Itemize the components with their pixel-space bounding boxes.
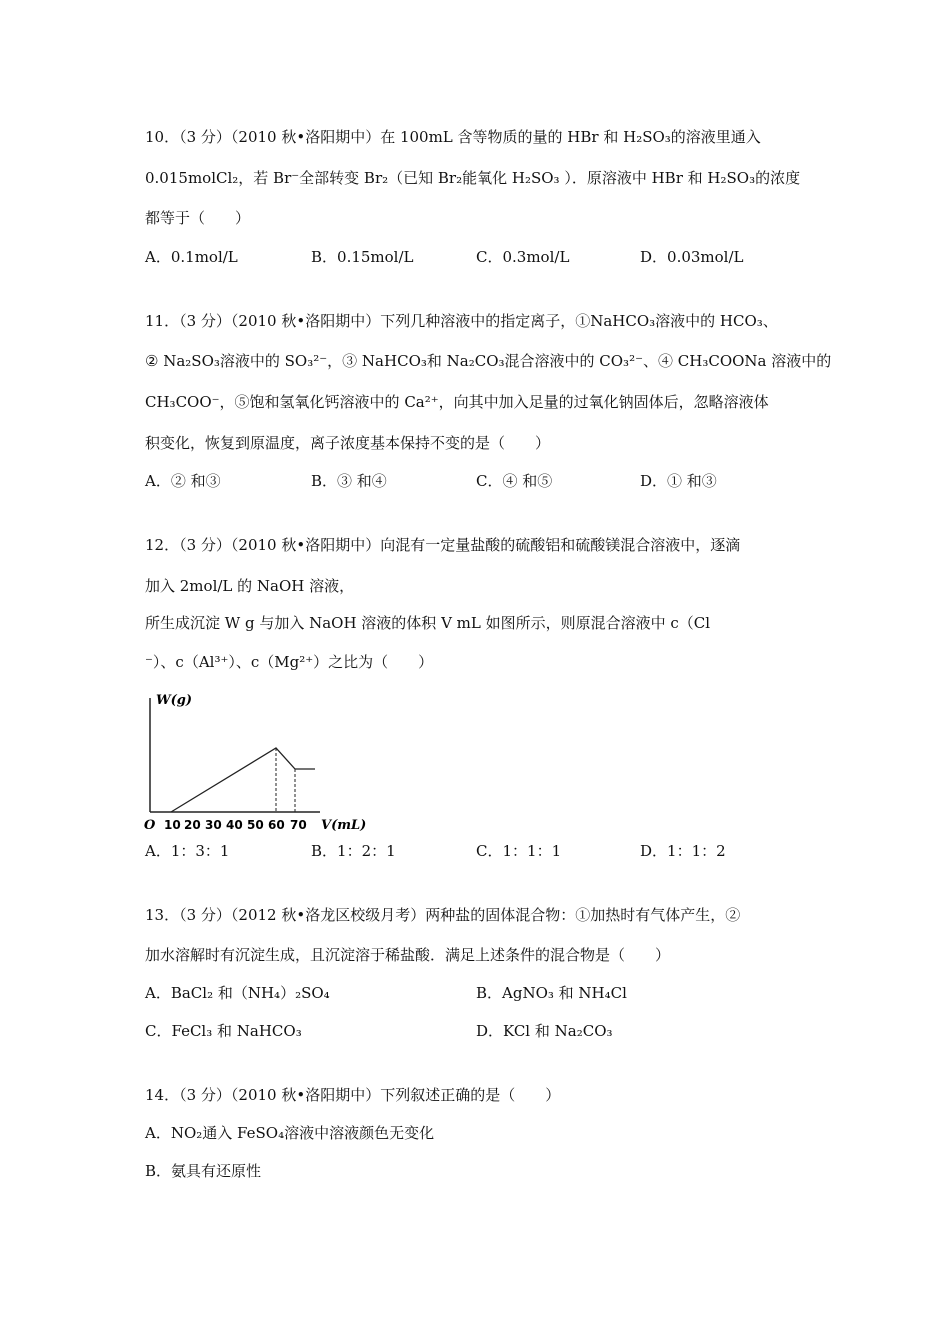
origin-label: O [144, 818, 156, 833]
q11-stem-line4: 积变化，恢复到原温度，离子浓度基本保持不变的是（ ） [145, 434, 551, 452]
tick-30: 30 [205, 818, 222, 832]
q12-option-d: D．1：1：2 [640, 842, 726, 860]
q14-stem-line1: 14．（3 分）（2010 秋•洛阳期中）下列叙述正确的是（ ） [145, 1086, 561, 1104]
q12-stem-line1: 12．（3 分）（2010 秋•洛阳期中）向混有一定量盐酸的硫酸铝和硫酸镁混合溶液中，逐滴 [145, 536, 741, 554]
q12-stem-line4: ⁻）、c（Al³⁺）、c（Mg²⁺）之比为（ ） [145, 653, 434, 671]
q11-stem-line1: 11．（3 分）（2010 秋•洛阳期中）下列几种溶液中的指定离子，①NaHCO₃溶液中的 HCO₃、 [145, 312, 778, 330]
tick-20: 20 [184, 818, 201, 832]
q13-stem-line2: 加水溶解时有沉淀生成，且沉淀溶于稀盐酸．满足上述条件的混合物是（ ） [145, 946, 671, 964]
q11-stem-line3: CH₃COO⁻，⑤饱和氢氧化钙溶液中的 Ca²⁺，向其中加入足量的过氧化钠固体后，忽略溶液体 [145, 393, 769, 411]
q13-option-d: D．KCl 和 Na₂CO₃ [476, 1022, 613, 1040]
x-axis-label: V(mL) [321, 818, 367, 833]
q13-stem-line1: 13．（3 分）（2012 秋•洛龙区校级月考）两种盐的固体混合物：①加热时有气体产生，② [145, 906, 741, 924]
q14-option-b: B．氨具有还原性 [145, 1162, 262, 1180]
q10-stem-line2: 0.015molCl₂，若 Br⁻全部转变 Br₂（已知 Br₂能氧化 H₂SO₃ ）．原溶液中 HBr 和 H₂SO₃的浓度 [145, 169, 801, 187]
q11-option-d: D．① 和③ [640, 472, 717, 490]
tick-60: 60 [268, 818, 285, 832]
q11-option-a: A．② 和③ [145, 472, 221, 490]
tick-70: 70 [290, 818, 307, 832]
tick-50: 50 [247, 818, 264, 832]
q13-option-c: C．FeCl₃ 和 NaHCO₃ [145, 1022, 302, 1040]
y-axis-label: W(g) [156, 693, 192, 708]
q10-stem-line3: 都等于（ ） [145, 209, 251, 227]
q10-option-b: B．0.15mol/L [311, 248, 414, 266]
precipitate-curve [171, 748, 315, 812]
q13-option-b: B．AgNO₃ 和 NH₄Cl [476, 984, 627, 1002]
q11-option-b: B．③ 和④ [311, 472, 387, 490]
q12-option-c: C．1：1：1 [476, 842, 562, 860]
q10-stem-line1: 10．（3 分）（2010 秋•洛阳期中）在 100mL 含等物质的量的 HBr 和 H₂SO₃的溶液里通入 [145, 128, 761, 146]
q11-stem-line2: ② Na₂SO₃溶液中的 SO₃²⁻，③ NaHCO₃和 Na₂CO₃混合溶液中的 CO₃²⁻、④ CH₃COONa 溶液中的 [145, 352, 832, 370]
q10-option-d: D．0.03mol/L [640, 248, 744, 266]
precipitate-volume-graph [140, 690, 370, 835]
q12-option-a: A．1：3：1 [145, 842, 230, 860]
q11-option-c: C．④ 和⑤ [476, 472, 553, 490]
q12-stem-line2: 加入 2mol/L 的 NaOH 溶液， [145, 577, 355, 595]
q10-option-a: A．0.1mol/L [145, 248, 238, 266]
q12-stem-line3: 所生成沉淀 W g 与加入 NaOH 溶液的体积 V mL 如图所示，则原混合溶液中 c（Cl [145, 614, 711, 632]
tick-10: 10 [164, 818, 181, 832]
q14-option-a: A．NO₂通入 FeSO₄溶液中溶液颜色无变化 [145, 1124, 435, 1142]
q10-option-c: C．0.3mol/L [476, 248, 570, 266]
q13-option-a: A．BaCl₂ 和（NH₄）₂SO₄ [145, 984, 330, 1002]
q12-option-b: B．1：2：1 [311, 842, 396, 860]
tick-40: 40 [226, 818, 243, 832]
